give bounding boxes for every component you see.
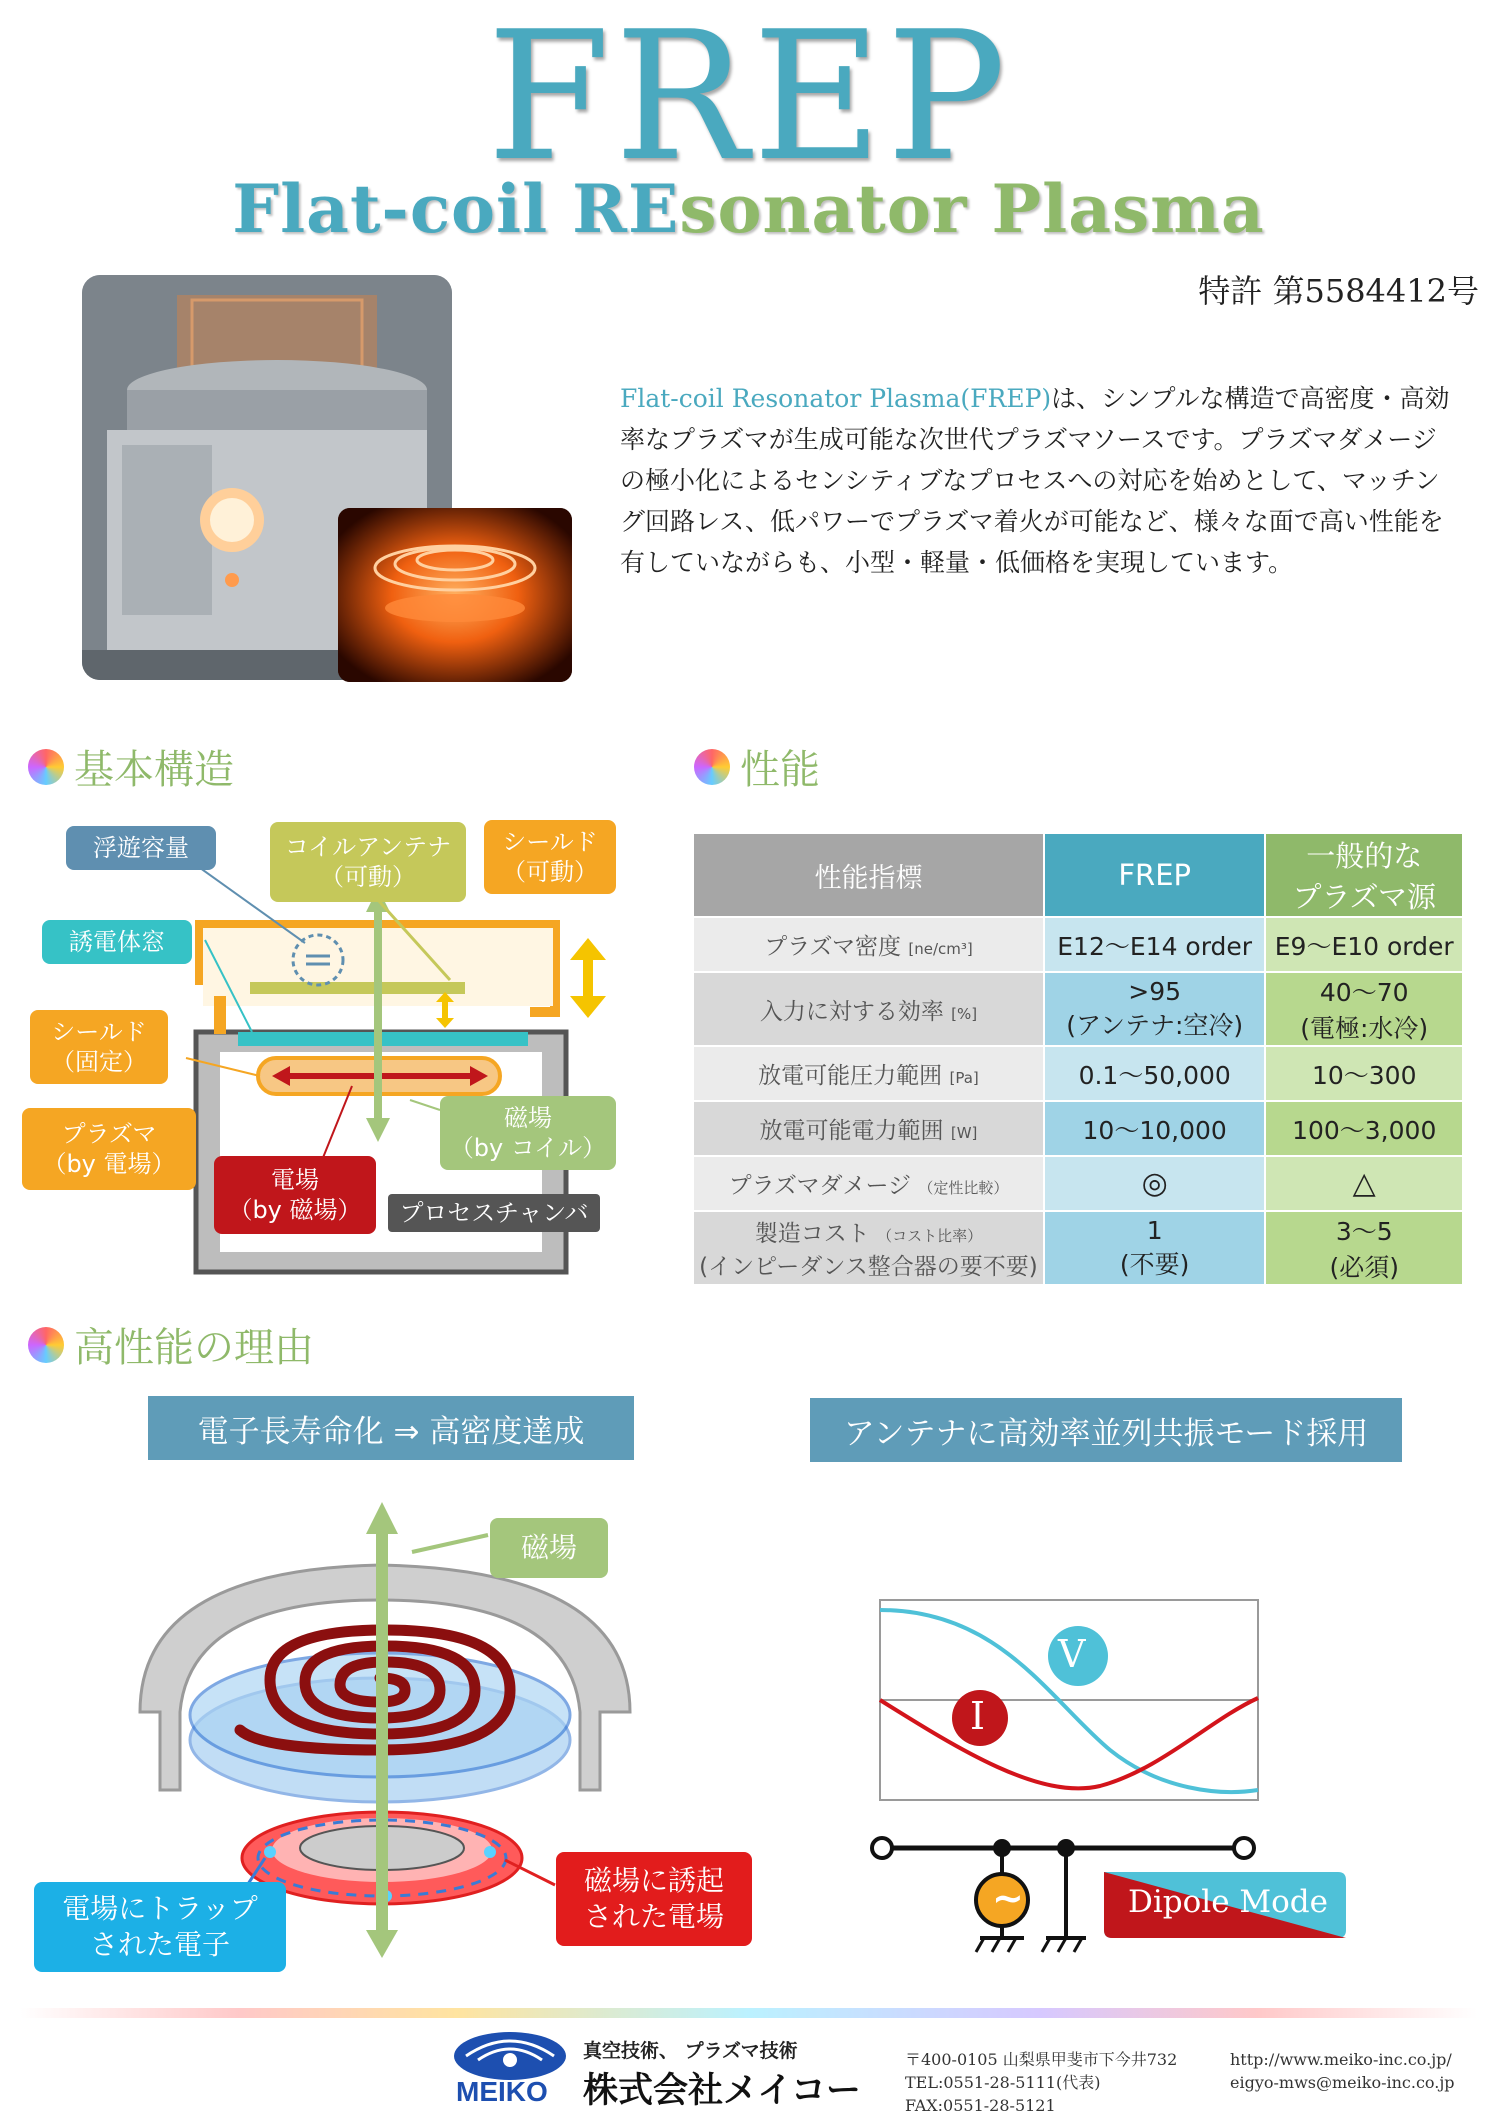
row-general-value: 40〜70 (電極:水冷) <box>1266 973 1462 1045</box>
row-frep-value: >95 (アンテナ:空冷) <box>1045 973 1265 1045</box>
label-shield-movable-line2: （可動） <box>502 858 598 886</box>
label-induced-line1: 磁場に誘起 <box>583 1864 724 1897</box>
header-general <box>1266 834 1462 916</box>
meiko-logo-text: MEIKO <box>456 2076 548 2107</box>
wave-v-label: V <box>1058 1632 1086 1676</box>
label-electric-line1: 電場 <box>271 1166 319 1194</box>
label-magnetic-line1: 磁場 <box>504 1104 552 1132</box>
table-row <box>694 973 1462 1045</box>
rainbow-icon <box>28 1327 64 1363</box>
intro-highlight: Flat-coil Resonator Plasma(FREP) <box>620 384 1052 413</box>
intro-body: は、シンプルな構造で高密度・高効率なプラズマが生成可能な次世代プラズマソースです。プラズマダメージの極小化によるセンシティブなプロセスへの対応を始めとして、マッチング回路レス、低パワーでプラズマ着火が可能など、様々な面で高い性能を有していながらも、小型・軽量・低価格を実現しています。 <box>620 384 1450 577</box>
row-general-value: 3〜5 (必須) <box>1266 1212 1462 1284</box>
patent-number: 特許 第5584412号 <box>1198 272 1479 310</box>
label-process-chamber: プロセスチャンバ <box>388 1194 600 1232</box>
label-shield-movable <box>484 820 616 894</box>
row-general-value: 100〜3,000 <box>1266 1102 1462 1155</box>
wave-i-label: I <box>970 1694 986 1738</box>
table-header-row <box>694 834 1462 916</box>
header-metric: 性能指標 <box>694 834 1043 916</box>
intro-paragraph <box>620 378 1460 583</box>
section-structure-title: 基本構造 <box>74 747 234 793</box>
company-url[interactable]: http://www.meiko-inc.co.jp/ <box>1230 2050 1452 2069</box>
row-frep-value: 1 (不要) <box>1045 1212 1265 1284</box>
row-metric: プラズマ密度 [ne/cm³] <box>694 918 1043 971</box>
row-frep-value: 0.1〜50,000 <box>1045 1047 1265 1100</box>
banner-electron-lifetime: 電子長寿命化 ⇒ 高密度達成 <box>148 1396 634 1460</box>
company-fax: FAX:0551-28-5121 <box>905 2096 1056 2115</box>
label-electric-line2: （by 磁場） <box>228 1196 362 1224</box>
label-stray-capacitance: 浮遊容量 <box>66 826 216 870</box>
ac-source-icon: ~ <box>992 1876 1024 1920</box>
label-plasma-line1: プラズマ <box>61 1120 157 1148</box>
label-dielectric-window: 誘電体窓 <box>42 920 192 964</box>
section-reasons-title: 高性能の理由 <box>74 1325 314 1371</box>
label-plasma <box>22 1108 196 1190</box>
row-metric: プラズマダメージ （定性比較） <box>694 1157 1043 1210</box>
label-shield-fixed-line1: シールド <box>51 1018 147 1046</box>
company-address-block <box>905 2048 1177 2116</box>
rainbow-icon <box>694 749 730 785</box>
subtitle-suffix: sonator Plasma <box>679 170 1265 248</box>
company-tel: TEL:0551-28-5111(代表) <box>905 2073 1101 2092</box>
table-row <box>694 1047 1462 1100</box>
label-magnetic-field-coil: 磁場 <box>490 1518 608 1578</box>
section-reasons <box>28 1316 314 1373</box>
label-plasma-line2: （by 電場） <box>42 1150 176 1178</box>
company-tagline: 真空技術、 プラズマ技術 <box>583 2040 798 2062</box>
performance-table <box>692 832 1464 1286</box>
label-trapped-line2: された電子 <box>89 1928 230 1961</box>
label-coil-antenna <box>270 822 466 902</box>
row-frep-value: 10〜10,000 <box>1045 1102 1265 1155</box>
header-frep: FREP <box>1045 834 1265 916</box>
label-electric-field <box>214 1156 376 1234</box>
row-general-value: 10〜300 <box>1266 1047 1462 1100</box>
company-address: 〒400-0105 山梨県甲斐市下今井732 <box>905 2050 1178 2069</box>
company-email[interactable]: eigyo-mws@meiko-inc.co.jp <box>1230 2073 1455 2092</box>
table-row <box>694 1102 1462 1155</box>
rainbow-icon <box>28 749 64 785</box>
section-performance <box>694 738 820 795</box>
table-row <box>694 1212 1462 1284</box>
row-frep-value: ◎ <box>1045 1157 1265 1210</box>
label-induced-line2: された電場 <box>583 1900 724 1933</box>
table-row <box>694 1157 1462 1210</box>
label-magnetic-line2: （by コイル） <box>449 1134 607 1162</box>
label-coil-antenna-line2: （可動） <box>320 863 416 891</box>
row-general-value: △ <box>1266 1157 1462 1210</box>
table-row <box>694 918 1462 971</box>
label-magnetic-field <box>440 1096 616 1170</box>
banner-resonance-mode: アンテナに高効率並列共振モード採用 <box>810 1398 1402 1462</box>
company-web-block <box>1230 2048 1455 2094</box>
label-shield-fixed <box>30 1010 168 1084</box>
row-metric: 製造コスト （コスト比率） (インピーダンス整合器の要不要) <box>694 1212 1043 1284</box>
header-general-line1: 一般的な <box>1306 839 1423 873</box>
section-structure <box>28 738 234 795</box>
footer-divider <box>20 2008 1477 2018</box>
header-general-line2: プラズマ源 <box>1292 880 1436 914</box>
company-name: 株式会社メイコー <box>583 2070 861 2111</box>
label-trapped-electron <box>34 1882 286 1972</box>
row-metric: 入力に対する効率 [%] <box>694 973 1043 1045</box>
row-metric: 放電可能電力範囲 [W] <box>694 1102 1043 1155</box>
dipole-mode-label: Dipole Mode <box>1128 1884 1328 1920</box>
label-induced-field <box>556 1852 752 1946</box>
page-title: FREP <box>486 0 1011 200</box>
row-metric: 放電可能圧力範囲 [Pa] <box>694 1047 1043 1100</box>
label-shield-fixed-line2: （固定） <box>51 1048 147 1076</box>
subtitle-prefix: Flat-coil RE <box>232 170 680 248</box>
section-performance-title: 性能 <box>740 747 820 793</box>
row-general-value: E9〜E10 order <box>1266 918 1462 971</box>
plasma-glow-photo <box>338 508 572 682</box>
row-frep-value: E12〜E14 order <box>1045 918 1265 971</box>
label-coil-antenna-line1: コイルアンテナ <box>284 833 452 861</box>
label-trapped-line1: 電場にトラップ <box>62 1892 258 1925</box>
page-subtitle <box>0 170 1497 248</box>
label-shield-movable-line1: シールド <box>502 828 598 856</box>
